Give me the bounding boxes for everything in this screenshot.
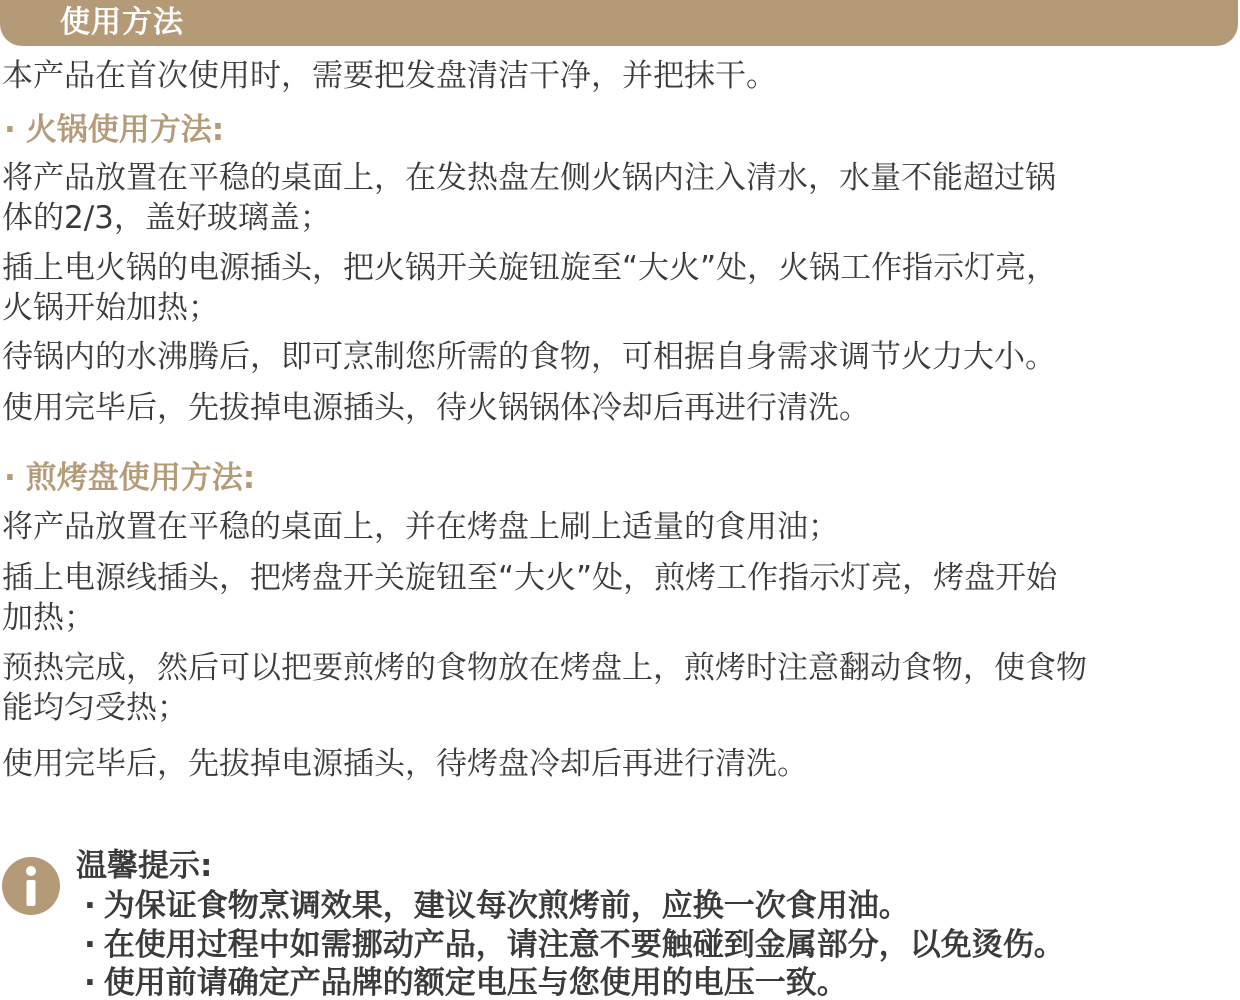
section-header-bar bbox=[0, 0, 1238, 46]
tip-item bbox=[84, 963, 848, 1000]
hotpot-heading-text: 火锅使用方法: bbox=[25, 112, 225, 148]
hotpot-step-1-line-1: 将产品放置在平稳的桌面上，在发热盘左侧火锅内注入清水，水量不能超过锅 bbox=[2, 160, 1056, 196]
grill-step-3-line-2: 能均匀受热； bbox=[2, 690, 188, 726]
hotpot-step-1-line-2: 体的2/3，盖好玻璃盖； bbox=[2, 200, 331, 236]
grill-step-2-line-1: 插上电源线插头，把烤盘开关旋钮至“大火”处，煎烤工作指示灯亮，烤盘开始 bbox=[2, 560, 1058, 596]
info-icon bbox=[2, 857, 60, 915]
hotpot-step-4: 使用完毕后，先拔掉电源插头，待火锅锅体冷却后再进行清洗。 bbox=[2, 390, 870, 426]
hotpot-step-3: 待锅内的水沸腾后，即可烹制您所需的食物，可相据自身需求调节火力大小。 bbox=[2, 339, 1056, 375]
bullet: · bbox=[84, 888, 96, 924]
tip-item bbox=[84, 886, 910, 926]
bullet: · bbox=[4, 112, 16, 148]
tips-title: 温馨提示: bbox=[76, 848, 213, 884]
tip-item bbox=[84, 925, 1065, 965]
grill-step-2-line-2: 加热； bbox=[2, 600, 95, 636]
grill-step-3-line-1: 预热完成，然后可以把要煎烤的食物放在烤盘上，煎烤时注意翻动食物，使食物 bbox=[2, 650, 1087, 686]
bullet: · bbox=[84, 965, 96, 1000]
intro-text: 本产品在首次使用时，需要把发盘清洁干净，并把抹干。 bbox=[2, 58, 777, 94]
info-icon-glyph bbox=[2, 857, 60, 915]
grill-step-4: 使用完毕后，先拔掉电源插头，待烤盘冷却后再进行清洗。 bbox=[2, 746, 808, 782]
grill-heading-text: 煎烤盘使用方法: bbox=[25, 460, 256, 496]
grill-step-1: 将产品放置在平稳的桌面上，并在烤盘上刷上适量的食用油； bbox=[2, 509, 839, 545]
tip-text: 在使用过程中如需挪动产品，请注意不要触碰到金属部分，以免烫伤。 bbox=[103, 927, 1065, 963]
hotpot-step-2-line-1: 插上电火锅的电源插头，把火锅开关旋钮旋至“大火”处，火锅工作指示灯亮， bbox=[2, 250, 1058, 286]
grill-heading bbox=[4, 458, 255, 498]
tip-text: 为保证食物烹调效果，建议每次煎烤前，应换一次食用油。 bbox=[103, 888, 910, 924]
bullet: · bbox=[84, 927, 96, 963]
bullet: · bbox=[4, 460, 16, 496]
hotpot-heading bbox=[4, 110, 224, 150]
tip-text: 使用前请确定产品牌的额定电压与您使用的电压一致。 bbox=[103, 965, 848, 1000]
hotpot-step-2-line-2: 火锅开始加热； bbox=[2, 290, 219, 326]
section-title: 使用方法 bbox=[60, 5, 184, 40]
